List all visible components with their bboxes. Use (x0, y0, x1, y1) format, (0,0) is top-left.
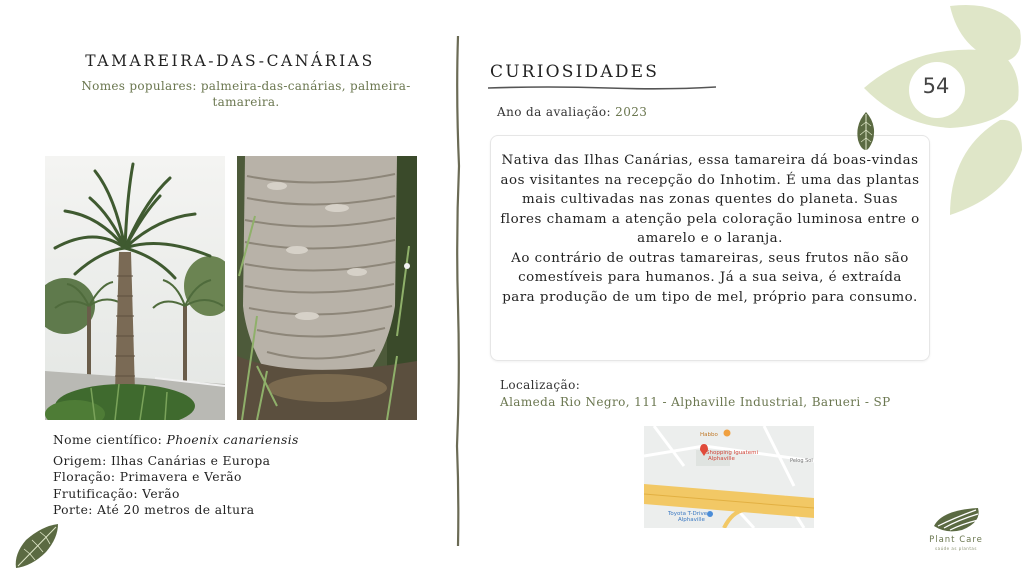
year-label: Ano da avaliação: (497, 105, 616, 119)
fruiting: Frutificação: Verão (53, 486, 180, 501)
title-underline (488, 84, 716, 92)
location-label: Localização: (500, 378, 581, 392)
map-label-toyota-1: Toyota T-Drive (668, 511, 708, 517)
page-number: 54 (922, 74, 950, 98)
scientific-name: Phoenix canariensis (166, 433, 299, 447)
brand-tagline: saúde as plantas (935, 546, 977, 551)
origin: Origem: Ilhas Canárias e Europa (53, 453, 271, 468)
map-label-shopping-2: Alphaville (708, 456, 735, 462)
plant-details (53, 432, 299, 519)
map-label-habbo: Habbo (700, 432, 718, 438)
scientific-name-row (53, 432, 299, 449)
location-address: Alameda Rio Negro, 111 - Alphaville Industrial, Barueri - SP (500, 395, 891, 409)
popular-names: Nomes populares: palmeira-das-canárias, palmeira-tamareira. (81, 79, 411, 109)
map-label-toyota-2: Alphaville (678, 517, 705, 523)
year-value: 2023 (615, 105, 648, 119)
curiosity-paragraph-1: Nativa das Ilhas Canárias, essa tamareira dá boas-vindas aos visitantes na recepção do Inhotim. É uma das plantas mais cultivadas nas zonas quentes do planeta. Suas flores chamam a atenção pela coloração luminosa entre o amarelo e o laranja. (500, 153, 920, 246)
curiosities-title: CURIOSIDADES (490, 62, 660, 82)
scientific-name-label: Nome científico: (53, 433, 167, 447)
palm-tree-photo (45, 156, 225, 420)
plant-title: TAMAREIRA-DAS-CANÁRIAS (85, 52, 375, 70)
palm-trunk-photo (237, 156, 417, 420)
map-label-shopping-1: Shopping Iguatemi (706, 450, 758, 456)
brand-name: Plant Care (929, 535, 983, 545)
flowering: Floração: Primavera e Verão (53, 470, 242, 484)
curiosity-paragraph-2: Ao contrário de outras tamareiras, seus frutos não são comestíveis para humanos. Já a sua seiva, é extraída para produção de um tipo de mel, próprio para consumo. (502, 250, 918, 305)
corner-leaf-icon (12, 522, 62, 570)
map-label-pelog: Pelog Sol (790, 458, 813, 464)
evaluation-year (497, 105, 647, 119)
size: Porte: Até 20 metros de altura (53, 503, 255, 517)
location-map[interactable] (644, 426, 814, 528)
small-leaf-icon (855, 110, 877, 152)
vertical-divider (452, 36, 464, 546)
